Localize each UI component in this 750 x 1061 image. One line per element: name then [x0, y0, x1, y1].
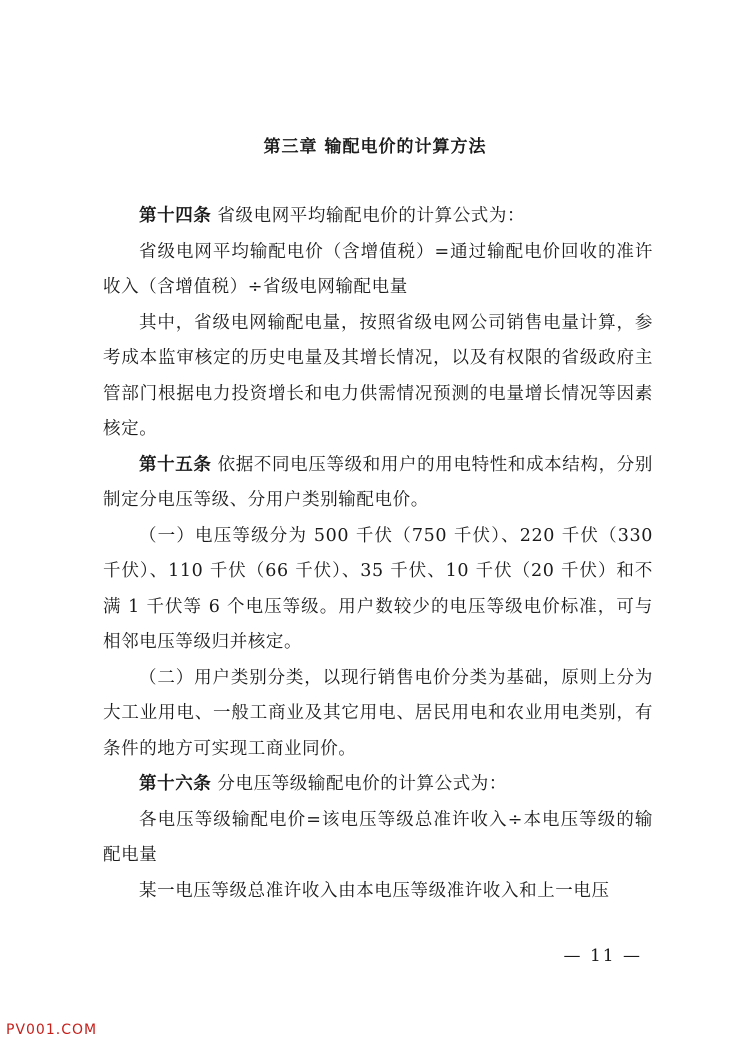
- paragraph-text: 分电压等级输配电价的计算公式为：: [217, 774, 508, 794]
- paragraph-text: 某一电压等级总准许收入由本电压等级准许收入和上一电压: [139, 880, 610, 901]
- paragraph-text: 省级电网平均输配电价的计算公式为：: [217, 206, 526, 226]
- page-number: — 11 —: [563, 946, 642, 966]
- paragraph-text: 省级电网平均输配电价（含增值税）=通过输配电价回收的准许收入（含增值税）÷省级电网输配电量: [103, 241, 653, 297]
- chapter-title: 第三章 输配电价的计算方法: [263, 137, 487, 157]
- paragraph: [103, 448, 653, 519]
- watermark: PV001.COM: [6, 1022, 98, 1038]
- paragraph-text: 其中，省级电网输配电量，按照省级电网公司销售电量计算，参考成本监审核定的历史电量及其增长情况，以及有权限的省级政府主管部门根据电力投资增长和电力供需情况预测的电量增长情况等因素核定。: [103, 312, 653, 439]
- paragraph-text: 各电压等级输配电价=该电压等级总准许收入÷本电压等级的输配电量: [103, 809, 653, 865]
- article-heading: 第十四条: [139, 206, 212, 226]
- body-text: [103, 199, 653, 909]
- paragraph-text: （二）用户类别分类，以现行销售电价分类为基础，原则上分为大工业用电、一般工商业及其它用电、居民用电和农业用电类别，有条件的地方可实现工商业同价。: [103, 667, 653, 759]
- paragraph: [103, 803, 653, 874]
- paragraph-text: 依据不同电压等级和用户的用电特性和成本结构，分别制定分电压等级、分用户类别输配电价。: [103, 454, 653, 510]
- article-heading: 第十六条: [139, 774, 212, 794]
- paragraph-text: （一）电压等级分为 500 千伏（750 千伏）、220 千伏（330 千伏）、110 千伏（66 千伏）、35 千伏、10 千伏（20 千伏）和不满 1 千伏等 6 个电压等级。用户数较少的电压等级电价标准，可与相邻电压等级归并核定。: [103, 525, 653, 652]
- paragraph: [103, 767, 653, 803]
- paragraph: [103, 306, 653, 448]
- paragraph: [103, 661, 653, 768]
- paragraph: [103, 519, 653, 661]
- paragraph: [103, 199, 653, 235]
- article-heading: 第十五条: [139, 454, 212, 475]
- paragraph: [103, 874, 653, 910]
- paragraph: [103, 235, 653, 306]
